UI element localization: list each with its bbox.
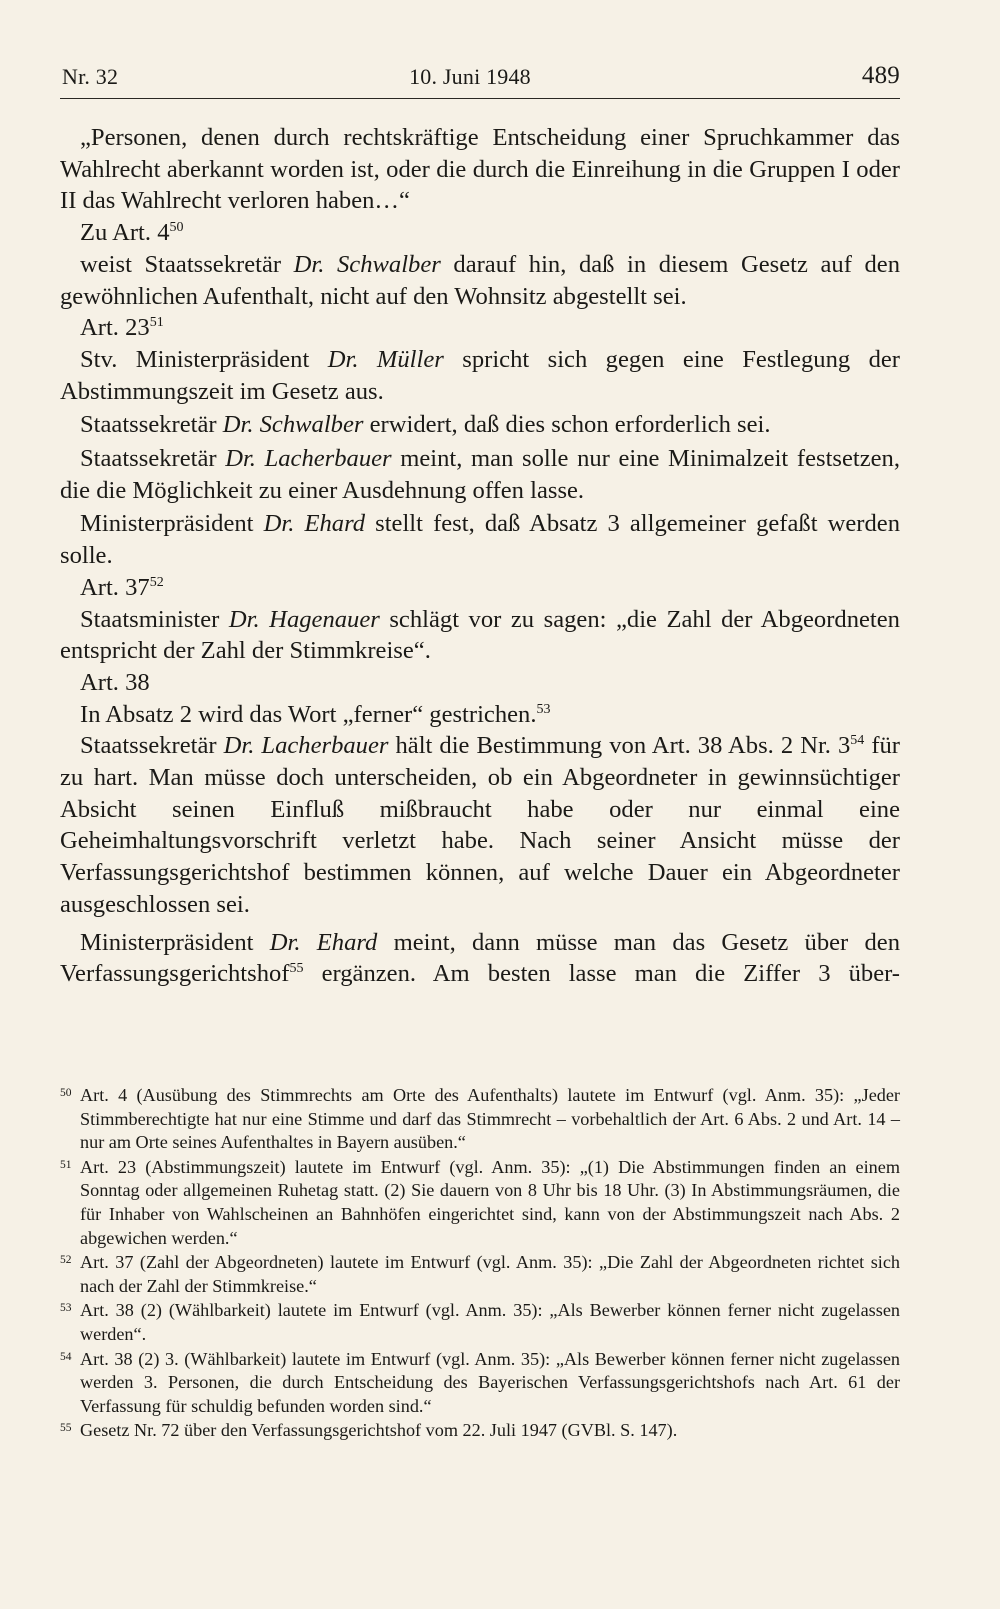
- speaker-name: Dr. Schwalber: [222, 411, 364, 439]
- speaker-name: Dr. Ehard: [263, 510, 366, 538]
- footnote-number: 51: [60, 1158, 72, 1171]
- paragraph-ferner: In Absatz 2 wird das Wort „ferner“ gestrichen.$^{53}$: [80, 700, 551, 728]
- footnote-50: [60, 1084, 900, 1155]
- page-number: 489: [861, 62, 900, 89]
- paragraph-schwalber-2: Staatssekretär Dr. Schwalber erwidert, daß dies schon erforderlich sei.: [80, 411, 771, 439]
- paragraph-art4-heading: Zu Art. $4^{50}$: [80, 219, 184, 247]
- footnote-number: 52: [60, 1254, 72, 1267]
- footnote-ref-55: 55: [289, 961, 304, 977]
- speaker-name: Dr. Schwalber: [293, 250, 441, 278]
- footnote-52: [60, 1251, 900, 1298]
- footnotes: [60, 1084, 900, 1444]
- main-text: [60, 122, 900, 990]
- footnote-54: [60, 1348, 900, 1419]
- footnote-ref-52: 52: [149, 574, 164, 590]
- footnote-ref-54: 54: [850, 733, 865, 749]
- footnote-number: 54: [60, 1350, 72, 1363]
- footnote-text: Art. 38 (2) (Wählbarkeit) lautete im Entwurf (vgl. Anm. 35): „Als Bewerber können ferner nicht zugelassen werden“.: [80, 1300, 900, 1344]
- paragraph-lacherbauer-2: Staatssekretär Dr. Lacherbauer hält die Bestimmung von Art. 38 Abs. 2 Nr. $3^{54}$ für zu hart. Man müsse doch unterscheiden, ob ein Abgeordneter in gewinnsüchtiger Absicht seinen Einfluß mißbraucht habe oder nur einmal eine Geheimhaltungsvorschrift verletzt habe. Nach seiner Ansicht müsse der Verfassungsgerichtshof bestimmen können, auf welche Dauer ein Abgeordneter ausgeschlossen sei.: [60, 732, 900, 918]
- paragraph-mueller: Stv. Ministerpräsident Dr. Müller spricht sich gegen eine Festlegung der Abstimmungszeit im Gesetz aus.: [60, 345, 900, 405]
- paragraph-schwalber-1: weist Staatssekretär Dr. Schwalber darauf hin, daß in diesem Gesetz auf den gewöhnlichen Aufenthalt, nicht auf den Wohnsitz abgestellt sei.: [60, 250, 900, 310]
- paragraph-ehard-2: Ministerpräsident Dr. Ehard meint, dann müsse man das Gesetz über den Verfassungsgerichtshof$^{55}$ ergänzen. Am besten lasse man die Ziffer 3 über-: [60, 928, 900, 988]
- speaker-name: Dr. Hagenauer: [228, 605, 380, 633]
- footnote-53: [60, 1299, 900, 1346]
- footnote-55: [60, 1419, 900, 1443]
- speaker-name: Dr. Ehard: [269, 928, 378, 956]
- footnote-ref-50: 50: [169, 220, 184, 236]
- speaker-name: Dr. Müller: [327, 345, 444, 373]
- footnote-text: Art. 37 (Zahl der Abgeordneten) lautete im Entwurf (vgl. Anm. 35): „Die Zahl der Abgeordneten richtet sich nach der Zahl der Stimmkreise.“: [80, 1252, 900, 1296]
- footnote-text: Art. 23 (Abstimmungszeit) lautete im Entwurf (vgl. Anm. 35): „(1) Die Abstimmungen finden an einem Sonntag oder allgemeinen Ruhetag statt. (2) Sie dauern von 8 Uhr bis 18 Uhr. (3) In Abstimmungsräumen, die für Inhaber von Wahlscheinen an Bahnhöfen eingerichtet sind, kann von der Abstimmungszeit nach Abs. 2 abgewichen werden.“: [80, 1156, 900, 1248]
- paragraph-lacherbauer-1: Staatssekretär Dr. Lacherbauer meint, man solle nur eine Minimalzeit festsetzen, die die Möglichkeit zu einer Ausdehnung offen lasse.: [60, 445, 900, 504]
- footnote-ref-53: 53: [536, 701, 551, 717]
- paragraph-ehard-1: Ministerpräsident Dr. Ehard stellt fest, daß Absatz 3 allgemeiner gefaßt werden solle.: [60, 510, 901, 570]
- paragraph-art23-heading: Art. $23^{51}$: [80, 314, 164, 342]
- paragraph-art37-heading: Art. $37^{52}$: [80, 573, 164, 601]
- header-rule: [60, 98, 900, 99]
- issue-number: Nr. 32: [62, 64, 119, 89]
- footnote-text: Art. 4 (Ausübung des Stimmrechts am Orte des Aufenthalts) lautete im Entwurf (vgl. Anm. 35): „Jeder Stimmberechtigte hat nur eine Stimme und darf das Stimmrecht – vorbehaltlich der Art. 6 Abs. 2 und Art. 14 – nur am Orte seines Aufenthaltes in Bayern ausüben.“: [80, 1085, 900, 1153]
- paragraph-quote: „Personen, denen durch rechtskräftige Entscheidung einer Spruchkammer das Wahlrecht aberkannt worden ist, oder die durch die Einreihung in die Gruppen I oder II das Wahlrecht verloren haben…“: [60, 124, 900, 215]
- footnote-number: 55: [60, 1422, 72, 1435]
- footnote-number: 50: [60, 1087, 72, 1099]
- paragraph-hagenauer: Staatsminister Dr. Hagenauer schlägt vor zu sagen: „die Zahl der Abgeordneten entspricht der Zahl der Stimmkreise“.: [60, 605, 900, 665]
- footnote-number: 53: [60, 1302, 72, 1315]
- page-header: [60, 60, 900, 98]
- paragraph-art38-heading: Art. 38: [80, 668, 150, 696]
- footnote-51: [60, 1156, 900, 1250]
- speaker-name: Dr. Lacherbauer: [223, 732, 389, 760]
- footnote-text: Gesetz Nr. 72 über den Verfassungsgerichtshof vom 22. Juli 1947 (GVBl. S. 147).: [80, 1420, 678, 1441]
- speaker-name: Dr. Lacherbauer: [225, 445, 392, 473]
- session-date: 10. Juni 1948: [409, 64, 531, 89]
- footnote-text: Art. 38 (2) 3. (Wählbarkeit) lautete im Entwurf (vgl. Anm. 35): „Als Bewerber können ferner nicht zugelassen werden 3. Personen, die durch Entscheidung des Bayerischen Verfassungsgerichtshofs nach Art. 61 der Verfassung für schuldig befunden worden sind.“: [80, 1348, 900, 1416]
- footnote-ref-51: 51: [149, 315, 164, 331]
